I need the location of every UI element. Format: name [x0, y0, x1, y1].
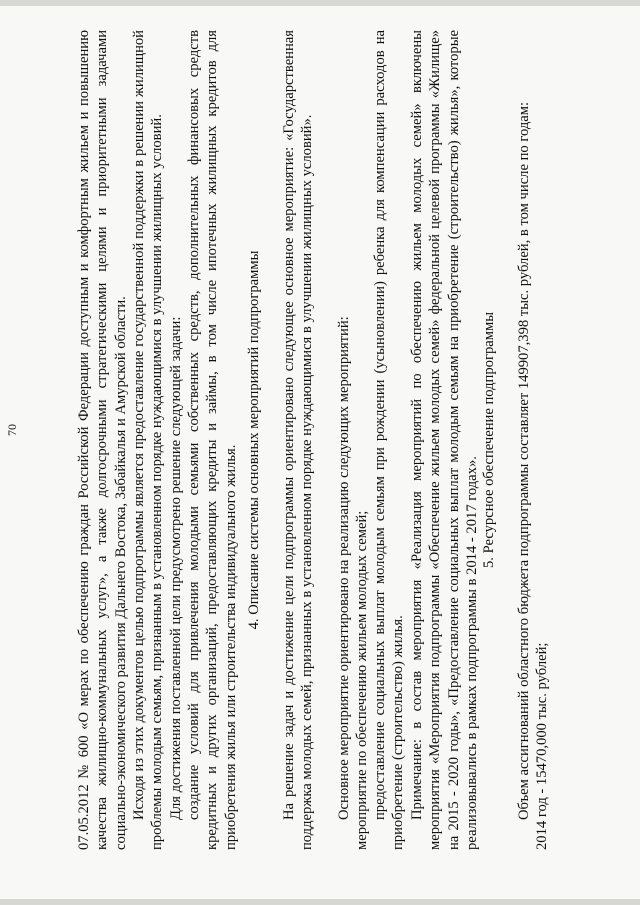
- section4-paragraph: На решение задач и достижение цели подпрограммы ориентировано следующее основное мероприятие: «Государственная поддержка молодых семей, признанных в установленном порядке нуждающимися в улучшении жилищных условий».: [281, 30, 316, 850]
- section5-heading: 5. Ресурсное обеспечение подпрограммы: [481, 312, 497, 569]
- goal-paragraph: Исходя из этих документов целью подпрограммы является предоставление государственной поддержки в решении жилищной проблемы молодым семьям, признанным в установленном порядке нуждающимися в улучшении жилищных условий.: [131, 30, 166, 850]
- section4-heading: 4. Описание системы основных мероприятий подпрограммы: [246, 250, 262, 630]
- section4-event2: предоставление социальных выплат молодым семьям при рождении (усыновлении) ребенка для компенсации расходов на приобретение (строительство) жилья.: [372, 30, 407, 850]
- section5-paragraph: Объем ассигнований областного бюджета подпрограммы составляет 149907,398 тыс. рублей, в том числе по годам:: [516, 101, 532, 820]
- section4-event1: мероприятие по обеспечению жильем молодых семей;: [354, 510, 370, 850]
- rotated-page-content: [5, 30, 565, 850]
- scan-edge-top: [0, 0, 640, 6]
- page-number: 70: [5, 424, 19, 436]
- section4-note: Примечание: в состав мероприятия «Реализация мероприятий по обеспечению жильем молодых семей» включены мероприятия «Мероприятия подпрограммы «Обеспечение жильем молодых семей» федеральной целевой программы «Жилище» на 2015 - 2020 годы», «Предоставление социальных выплат молодым семьям на приобретение (строительство) жилья», которые реализовывались в рамках подпрограммы в 2014 - 2017 годах».: [409, 30, 481, 850]
- scan-edge-bottom: [0, 899, 640, 905]
- tasks-intro: Для достижения поставленной цели предусмотрено решение следующей задачи:: [168, 316, 184, 820]
- section4-main-event: Основное мероприятие ориентировано на реализацию следующих мероприятий:: [336, 316, 352, 820]
- intro-paragraph: 07.05.2012 № 600 «О мерах по обеспечению граждан Российской Федерации доступным и комфортным жильем и повышению качества жилищно-коммунальных услуг», а также долгосрочными стратегическими целями и приоритетными задачами социально-экономического развития Дальнего Востока, Забайкалья и Амурской области.: [76, 30, 129, 850]
- task-item: создание условий для привлечения молодыми семьями собственных средств, дополнительных финансовых средств кредитных и других организаций, предоставляющих кредиты и займы, в том числе ипотечных жилищных кредитов для приобретения жилья или строительства индивидуального жилья.: [186, 30, 239, 850]
- section5-year-line: 2014 год - 15470,000 тыс. рублей;: [534, 642, 550, 850]
